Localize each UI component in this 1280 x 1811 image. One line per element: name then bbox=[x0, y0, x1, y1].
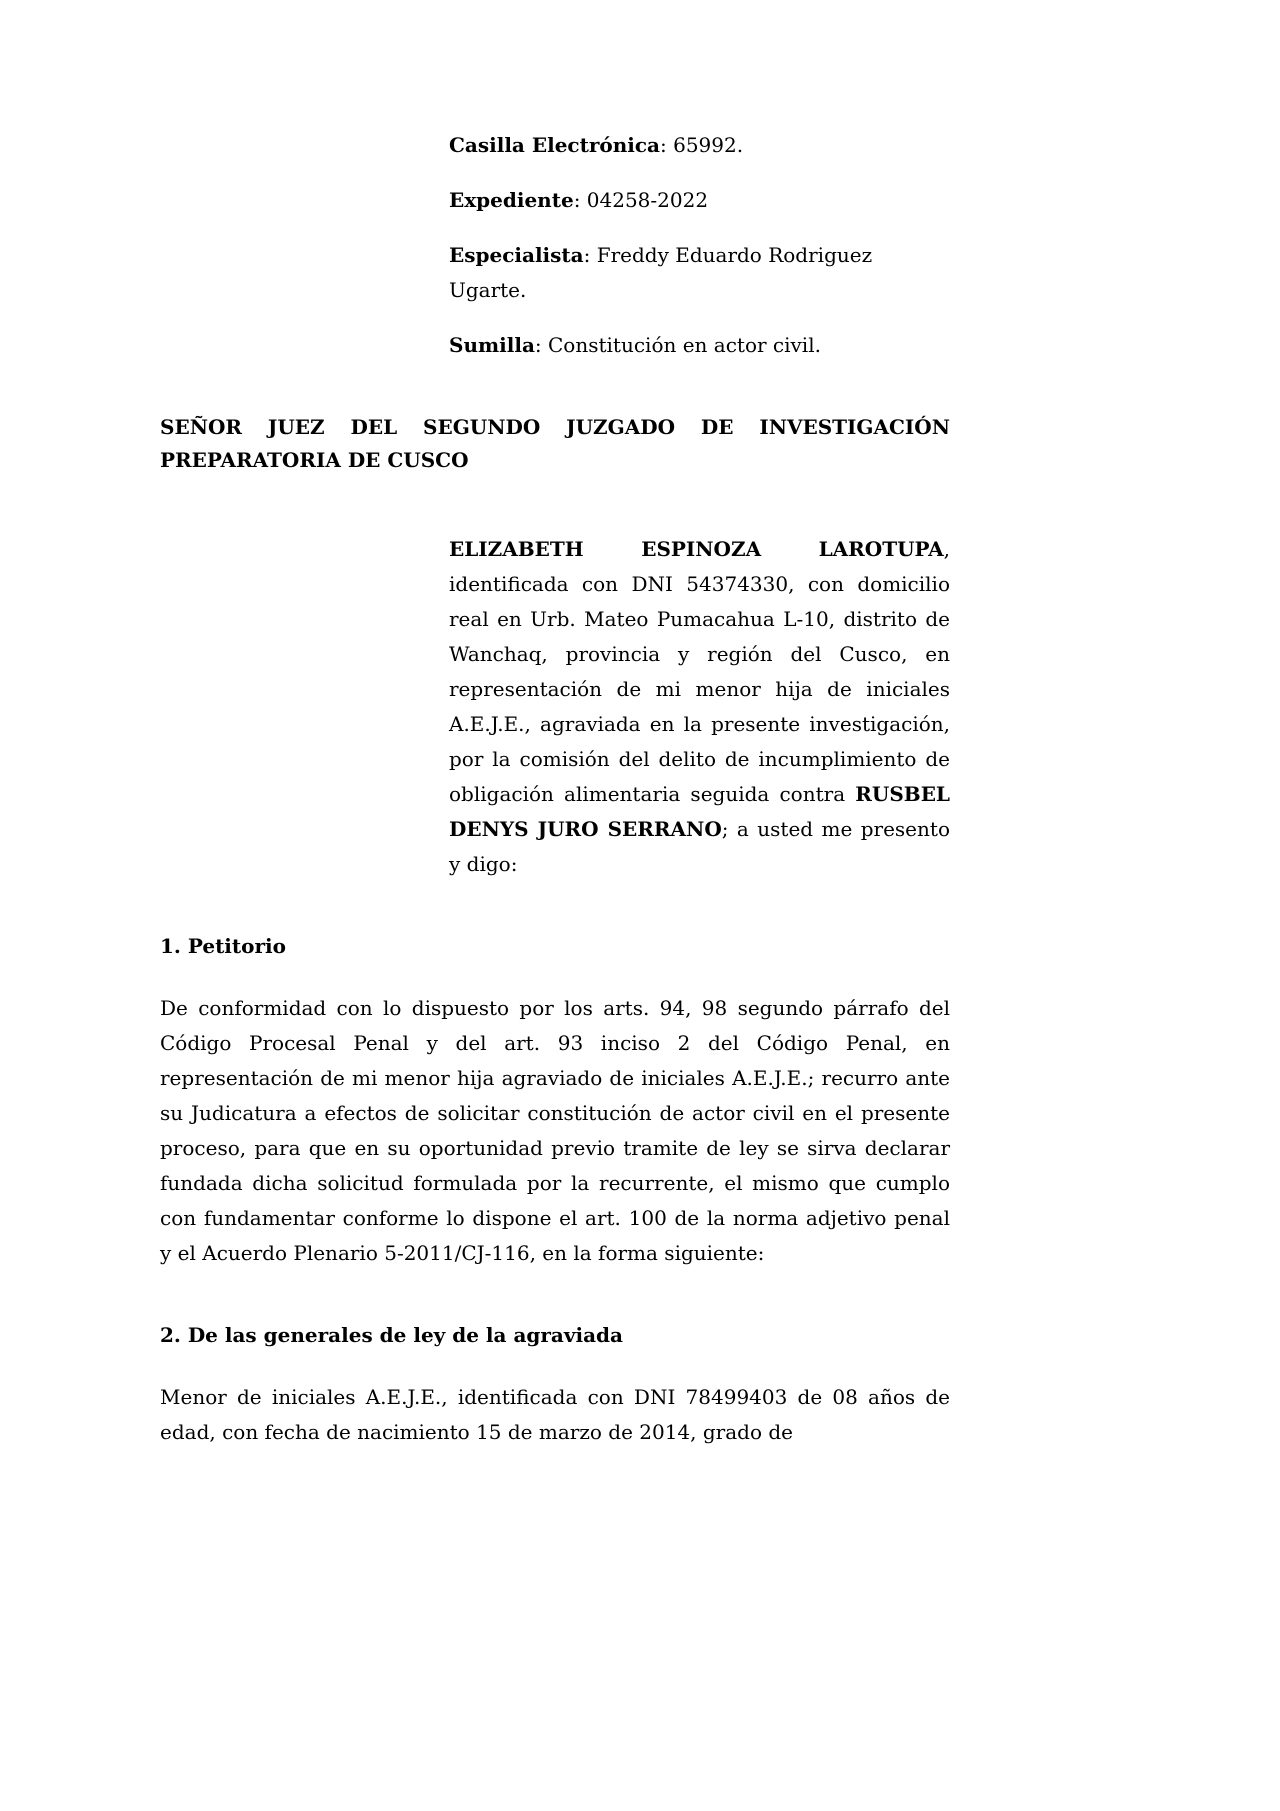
defendant-name: RUSBEL DENYS JURO SERRANO bbox=[449, 782, 950, 841]
field-especialista bbox=[449, 238, 950, 308]
intro-paragraph bbox=[449, 532, 950, 882]
section-1-heading: 1. Petitorio bbox=[160, 934, 286, 958]
field-label: Casilla Electrónica bbox=[449, 133, 660, 157]
field-label: Especialista bbox=[449, 243, 584, 267]
header-fields bbox=[449, 128, 950, 363]
addressee-heading: SEÑOR JUEZ DEL SEGUNDO JUZGADO DE INVESTIGACIÓN PREPARATORIA DE CUSCO bbox=[160, 415, 950, 472]
section-2-body: Menor de iniciales A.E.J.E., identificada con DNI 78499403 de 08 años de edad, con fecha de nacimiento 15 de marzo de 2014, grado de bbox=[160, 1385, 950, 1444]
field-label: Sumilla bbox=[449, 333, 535, 357]
field-casilla-electronica bbox=[449, 128, 950, 163]
field-expediente bbox=[449, 183, 950, 218]
intro-text-1: , identificada con DNI 54374330, con domicilio real en Urb. Mateo Pumacahua L-10, distrito de Wanchaq, provincia y región del Cusco, en representación de mi menor hija de iniciales A.E.J.E., agraviada en la presente investigación, por la comisión del delito de incumplimiento de obligación alimentaria seguida contra bbox=[449, 537, 950, 806]
section-2-heading: 2. De las generales de ley de la agraviada bbox=[160, 1323, 623, 1347]
field-value: : Freddy Eduardo Rodriguez Ugarte. bbox=[449, 243, 873, 302]
field-sumilla bbox=[449, 328, 950, 363]
field-value: : 04258-2022 bbox=[573, 188, 709, 212]
field-label: Expediente bbox=[449, 188, 574, 212]
field-value: : 65992. bbox=[660, 133, 744, 157]
field-value: : Constitución en actor civil. bbox=[534, 333, 821, 357]
intro-text-2: ; a usted me presento y digo: bbox=[449, 817, 950, 876]
plaintiff-name: ELIZABETH ESPINOZA LAROTUPA bbox=[449, 537, 944, 561]
section-1-body: De conformidad con lo dispuesto por los arts. 94, 98 segundo párrafo del Código Procesal Penal y del art. 93 inciso 2 del Código Penal, en representación de mi menor hija agraviado de iniciales A.E.J.E.; recurro ante su Judicatura a efectos de solicitar constitución de actor civil en el presente proceso, para que en su oportunidad previo tramite de ley se sirva declarar fundada dicha solicitud formulada por la recurrente, el mismo que cumplo con fundamentar conforme lo dispone el art. 100 de la norma adjetivo penal y el Acuerdo Plenario 5-2011/CJ-116, en la forma siguiente: bbox=[160, 996, 950, 1265]
